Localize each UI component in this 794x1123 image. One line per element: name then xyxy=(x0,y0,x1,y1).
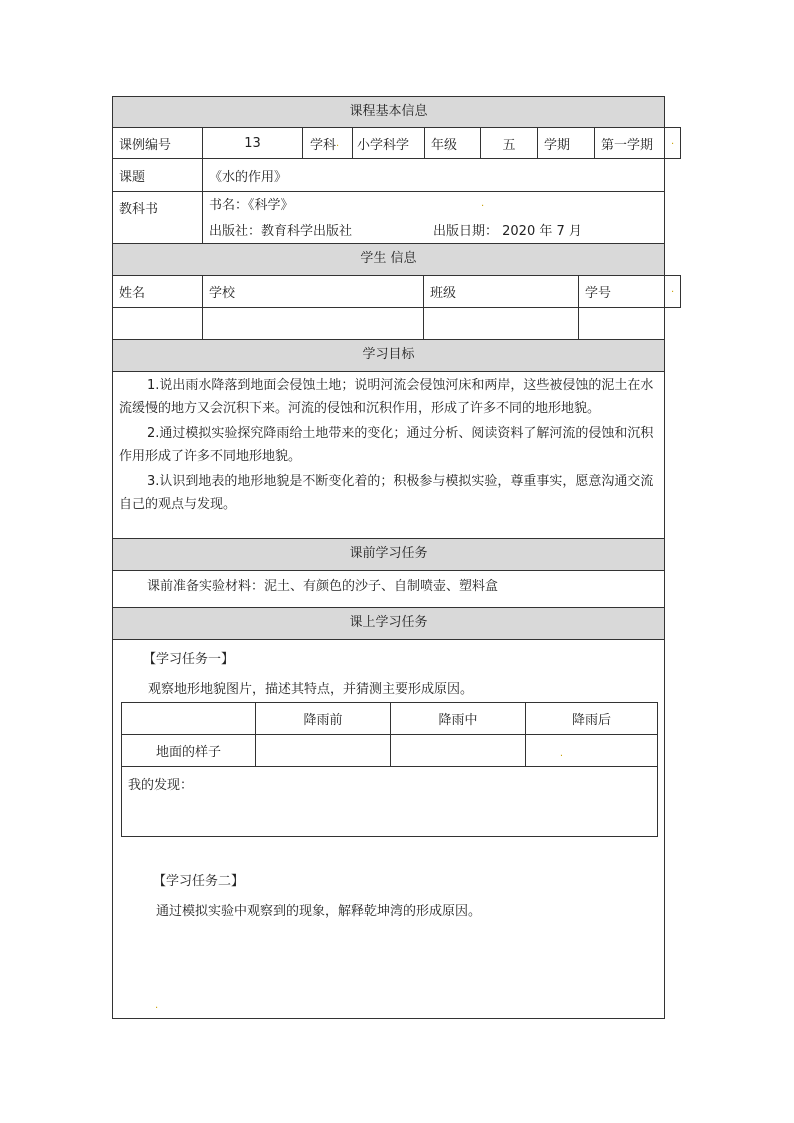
pre-task-body xyxy=(112,571,665,608)
case-no-label: 课例编号 xyxy=(113,128,203,158)
class-task-body: 【学习任务一】 观察地形地貌图片，描述其特点，并猜测主要形成原因。 降雨前 降雨中 降雨后 地面的样子 . 我的发现： 【学习任务二】 通过模拟实验中观察到的现象，解释乾坤湾的形成原因。 . xyxy=(112,640,665,1019)
margin-cell: . xyxy=(664,127,681,159)
student-id-label: 学号 xyxy=(585,286,612,301)
class-label: 班级 xyxy=(424,276,579,307)
section-class-task xyxy=(112,608,665,640)
answer-cell[interactable] xyxy=(391,735,526,767)
term-value: 第一学期 xyxy=(601,137,654,153)
term-label: 学期 xyxy=(538,128,595,158)
case-no-value: 13 xyxy=(203,128,303,158)
grade-label: 年级 xyxy=(425,128,481,158)
basic-info-row xyxy=(112,128,675,159)
task2-instruction: 通过模拟实验中观察到的现象，解释乾坤湾的形成原因。 xyxy=(156,904,482,919)
section-title: 课前学习任务 xyxy=(349,546,428,561)
table-corner xyxy=(122,703,256,735)
column-header: 降雨中 xyxy=(391,703,526,735)
section-title: 课上学习任务 xyxy=(349,615,428,630)
observation-table xyxy=(121,702,658,837)
task1-title: 【学习任务一】 xyxy=(143,652,235,667)
publisher: 出版社：教育科学出版社 xyxy=(209,224,353,239)
table-row xyxy=(122,735,658,767)
student-name-field[interactable] xyxy=(113,308,203,339)
student-values-row xyxy=(112,308,665,340)
answer-cell[interactable]: . xyxy=(526,735,658,767)
student-labels-row xyxy=(112,276,675,308)
school-field[interactable] xyxy=(203,308,424,339)
class-field[interactable] xyxy=(424,308,579,339)
topic-row xyxy=(112,159,665,192)
finding-cell[interactable] xyxy=(122,767,658,837)
section-student-info xyxy=(112,244,665,276)
answer-cell[interactable] xyxy=(256,735,391,767)
table-header-row xyxy=(122,703,658,735)
task1-instruction: 观察地形地貌图片，描述其特点，并猜测主要形成原因。 xyxy=(148,682,474,697)
column-header: 降雨后 xyxy=(526,703,658,735)
textbook-details: 书名：《科学》 . 出版社：教育科学出版社 出版日期： 2020 年 7 月 xyxy=(203,192,664,243)
subject-value: 小学科学 xyxy=(353,128,425,158)
objective-2: 2.通过模拟实验探究降雨给土地带来的变化；通过分析、阅读资料了解河流的侵蚀和沉积作用形成了许多不同地形地貌。 xyxy=(119,426,654,464)
worksheet xyxy=(112,96,675,1019)
textbook-label: 教科书 xyxy=(113,192,203,243)
topic-value: 《水的作用》 xyxy=(209,169,288,185)
school-label: 学校 xyxy=(203,276,424,307)
student-name-label: 姓名 xyxy=(113,276,203,307)
finding-label: 我的发现： xyxy=(128,778,194,793)
row-label: 地面的样子 xyxy=(122,735,256,767)
textbook-row xyxy=(112,192,665,244)
section-title: 学习目标 xyxy=(362,347,415,362)
objective-3: 3.认识到地表的地形地貌是不断变化着的；积极参与模拟实验，尊重事实，愿意沟通交流自己的观点与发现。 xyxy=(119,474,654,512)
grade-value: 五 xyxy=(481,128,538,158)
margin-cell: . xyxy=(664,275,681,308)
book-name: 书名：《科学》 xyxy=(209,198,294,213)
section-basic-info xyxy=(112,96,665,128)
section-pre-task xyxy=(112,539,665,571)
section-objectives xyxy=(112,340,665,372)
subject-label: 学科 xyxy=(310,137,337,153)
finding-row xyxy=(122,767,658,837)
student-id-field[interactable] xyxy=(579,308,664,339)
task2-title: 【学习任务二】 xyxy=(153,874,245,889)
subject-label-cell: 学科 . xyxy=(303,128,353,158)
column-header: 降雨前 xyxy=(256,703,391,735)
topic-label: 课题 xyxy=(113,159,203,191)
objective-1: 1.说出雨水降落到地面会侵蚀土地；说明河流会侵蚀河床和两岸，这些被侵蚀的泥土在水流缓慢的地方又会沉积下来。河流的侵蚀和沉积作用，形成了许多不同的地形地貌。 xyxy=(119,378,654,416)
section-title: 学生 信息 xyxy=(360,251,417,266)
section-title: 课程基本信息 xyxy=(349,104,428,119)
objectives-body xyxy=(112,372,665,539)
publish-date: 出版日期： 2020 年 7 月 xyxy=(433,224,582,239)
pre-task-text: 课前准备实验材料：泥土、有颜色的沙子、自制喷壶、塑料盒 xyxy=(147,579,499,594)
